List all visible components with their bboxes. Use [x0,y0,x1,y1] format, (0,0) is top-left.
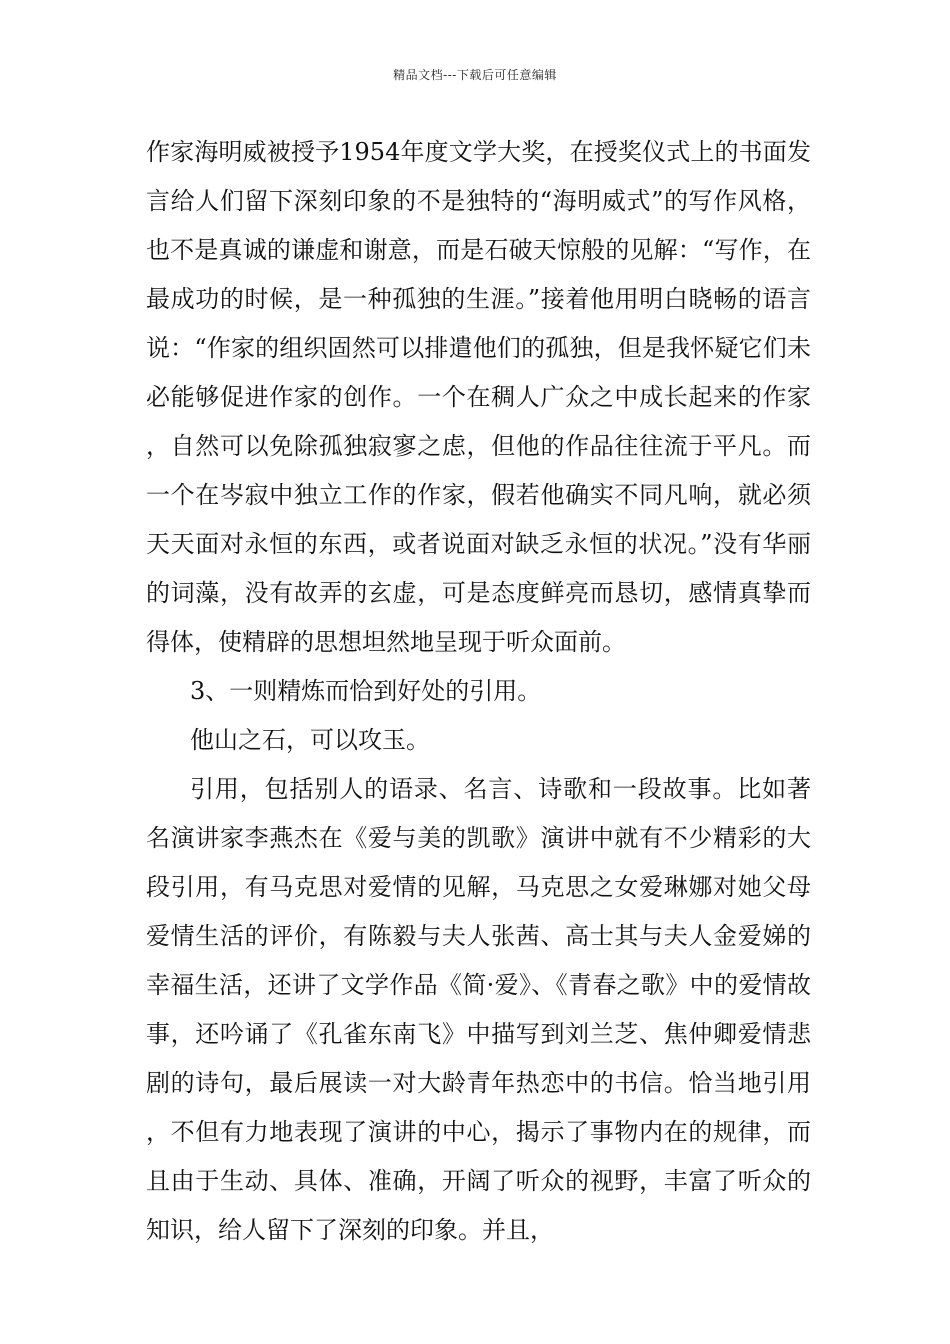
page-header: 精品文档---下载后可任意编辑 [393,68,557,82]
paragraph-proverb: 他山之石，可以攻玉。 [190,726,430,754]
paragraph-quotation: 引用，包括别人的语录、名言、诗歌和一段故事。比如著名演讲家李燕杰在《爱与美的凯歌》演讲中就有不少精彩的大段引用，有马克思对爱情的见解，马克思之女爱琳娜对她父母爱情生活的评价，有陈毅与夫人张茜、高士其与夫人金爱娣的幸福生活，还讲了文学作品《简·爱》、《青春之歌》中的爱情故事，还吟诵了《孔雀东南飞》中描写到刘兰芝、焦仲卿爱情悲剧的诗句，最后展读一对大龄青年热恋中的书信。恰当地引用，不但有力地表现了演讲的中心，揭示了事物内在的规律，而且由于生动、具体、准确，开阔了听众的视野，丰富了听众的知识，给人留下了深刻的印象。并且， [146,775,811,1244]
paragraph-hemingway: 作家海明威被授予1954年度文学大奖，在授奖仪式上的书面发言给人们留下深刻印象的不是独特的“海明威式”的写作风格，也不是真诚的谦虚和谢意，而是石破天惊般的见解：“写作，在最成功的时候，是一种孤独的生涯。”接着他用明白晓畅的语言说：“作家的组织固然可以排遣他们的孤独，但是我怀疑它们未必能够促进作家的创作。一个在稠人广众之中成长起来的作家，自然可以免除孤独寂寥之虑，但他的作品往往流于平凡。而一个在岑寂中独立工作的作家，假若他确实不同凡响，就必须天天面对永恒的东西，或者说面对缺乏永恒的状况。”没有华丽的词藻，没有故弄的玄虚，可是态度鲜亮而恳切，感情真挚而得体，使精辟的思想坦然地呈现于听众面前。 [146,138,811,656]
document-body [146,128,811,1255]
paragraph-section-heading: 3、一则精炼而恰到好处的引用。 [190,677,542,705]
